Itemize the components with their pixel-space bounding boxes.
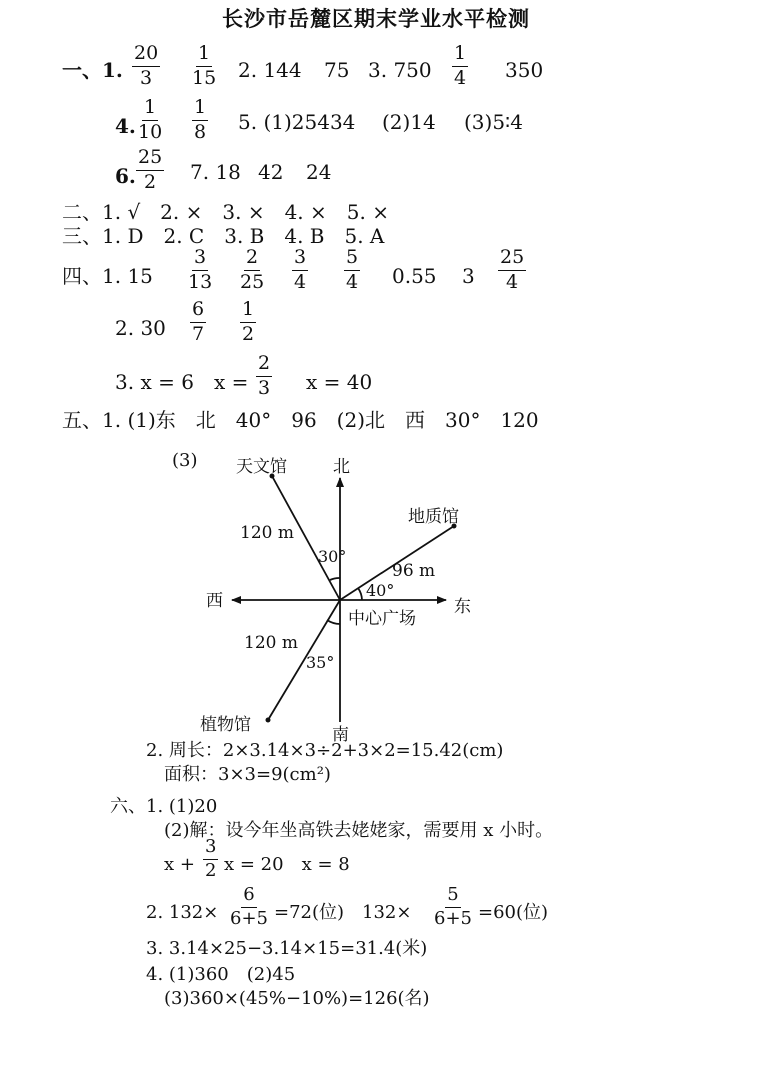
numerator: 2 [256,354,272,377]
answer-text: (3)5∶4 [464,110,523,134]
s5-line1: 五、1. (1)东 北 40° 96 (2)北 西 30° 120 [62,408,539,432]
answer-text: 3 [462,264,475,288]
denominator: 2 [144,170,157,193]
angle-arc-30 [330,578,340,580]
denominator: 4 [506,270,519,293]
angle-arc-40 [358,588,362,600]
s1-head: 一、1. [62,58,123,82]
numerator: 20 [132,44,160,67]
answer-text: =60(位) [478,902,549,923]
denominator: 7 [192,322,205,345]
s4-head: 四、1. 15 [62,264,153,288]
denominator: 4 [454,66,467,89]
answer-text: (2)解：设今年坐高铁去姥姥家，需要用 x 小时。 [164,820,554,841]
denominator: 3 [140,66,153,89]
answer-text: 面积：3×3=9(cm²) [164,764,331,785]
point-zhiwu [266,718,271,723]
denominator: 15 [192,66,217,89]
denominator: 4 [294,270,307,293]
fraction [203,838,218,881]
label-angle-30: 30° [318,547,347,566]
answer-text: (3) [172,450,198,471]
denominator: 25 [240,270,265,293]
numerator: 1 [240,300,256,323]
fraction [432,886,474,929]
label-angle-35: 35° [306,653,335,672]
numerator: 1 [196,44,212,67]
numerator: 1 [452,44,468,67]
denominator: 2 [205,859,217,881]
answer-text: 75 [324,58,350,82]
label-east: 东 [454,597,471,617]
label-dist-zhiwu: 120 m [244,633,298,653]
answer-text: 3. 750 [368,58,432,82]
answer-text: 3. 3.14×25−3.14×15=31.4(米) [146,938,428,959]
label-center: 中心广场 [348,609,416,629]
numerator: 1 [142,98,158,121]
label-north: 北 [333,457,350,477]
numerator: 5 [344,248,360,271]
answer-text: x = 20 x = 8 [224,854,350,875]
s3-line: 三、1. D 2. C 3. B 4. B 5. A [62,224,385,248]
label-tianwen: 天文馆 [236,457,287,477]
label-angle-40: 40° [366,581,395,600]
answer-text: 350 [505,58,544,82]
numerator: 3 [192,248,208,271]
numerator: 6 [190,300,206,323]
denominator: 6+5 [434,907,472,929]
fraction [228,886,270,929]
numerator: 3 [292,248,308,271]
label-west: 西 [206,591,223,611]
numerator: 5 [445,886,460,908]
answer-text: =72(位) 132× [274,902,412,923]
denominator: 4 [346,270,359,293]
denominator: 13 [188,270,213,293]
answer-text: 6. [115,164,136,188]
numerator: 25 [498,248,526,271]
numerator: 1 [192,98,208,121]
s2-line: 二、1. √ 2. × 3. × 4. × 5. × [62,200,389,224]
label-south: 南 [332,725,349,745]
answer-text: 2. 30 [115,316,166,340]
answer-text: 2. 144 [238,58,302,82]
angle-arc-35 [327,620,340,624]
label-zhiwu: 植物馆 [200,715,251,735]
label-dizhi: 地质馆 [408,507,459,527]
denominator: 2 [242,322,255,345]
answer-text: x + [164,854,195,875]
denominator: 8 [194,120,207,143]
numerator: 6 [241,886,256,908]
answer-text: 2. 周长：2×3.14×3÷2+3×2=15.42(cm) [146,740,504,761]
answer-text: 2. 132× [146,902,219,923]
answer-text: 4. [115,114,136,138]
answer-text: x = [214,370,249,394]
answer-text: (2)14 [382,110,436,134]
answer-text: 5. (1)25434 [238,110,356,134]
numerator: 25 [136,148,164,171]
answer-text: 六、1. (1)20 [110,796,218,817]
answer-text: (3)360×(45%−10%)=126(名) [164,988,430,1009]
answer-text: 0.55 [392,264,437,288]
answer-text: 24 [306,160,332,184]
numerator: 2 [244,248,260,271]
label-dist-dizhi: 96 m [392,561,436,581]
page-title: 长沙市岳麓区期末学业水平检测 [222,6,530,31]
answer-text: x = 40 [306,370,373,394]
label-dist-tianwen: 120 m [240,523,294,543]
answer-text: 4. (1)360 (2)45 [146,964,296,985]
numerator: 3 [203,838,218,860]
denominator: 10 [138,120,163,143]
answer-text: 7. 18 [190,160,241,184]
denominator: 6+5 [230,907,268,929]
denominator: 3 [258,376,271,399]
answer-text: 3. x = 6 [115,370,194,394]
answer-text: 42 [258,160,284,184]
